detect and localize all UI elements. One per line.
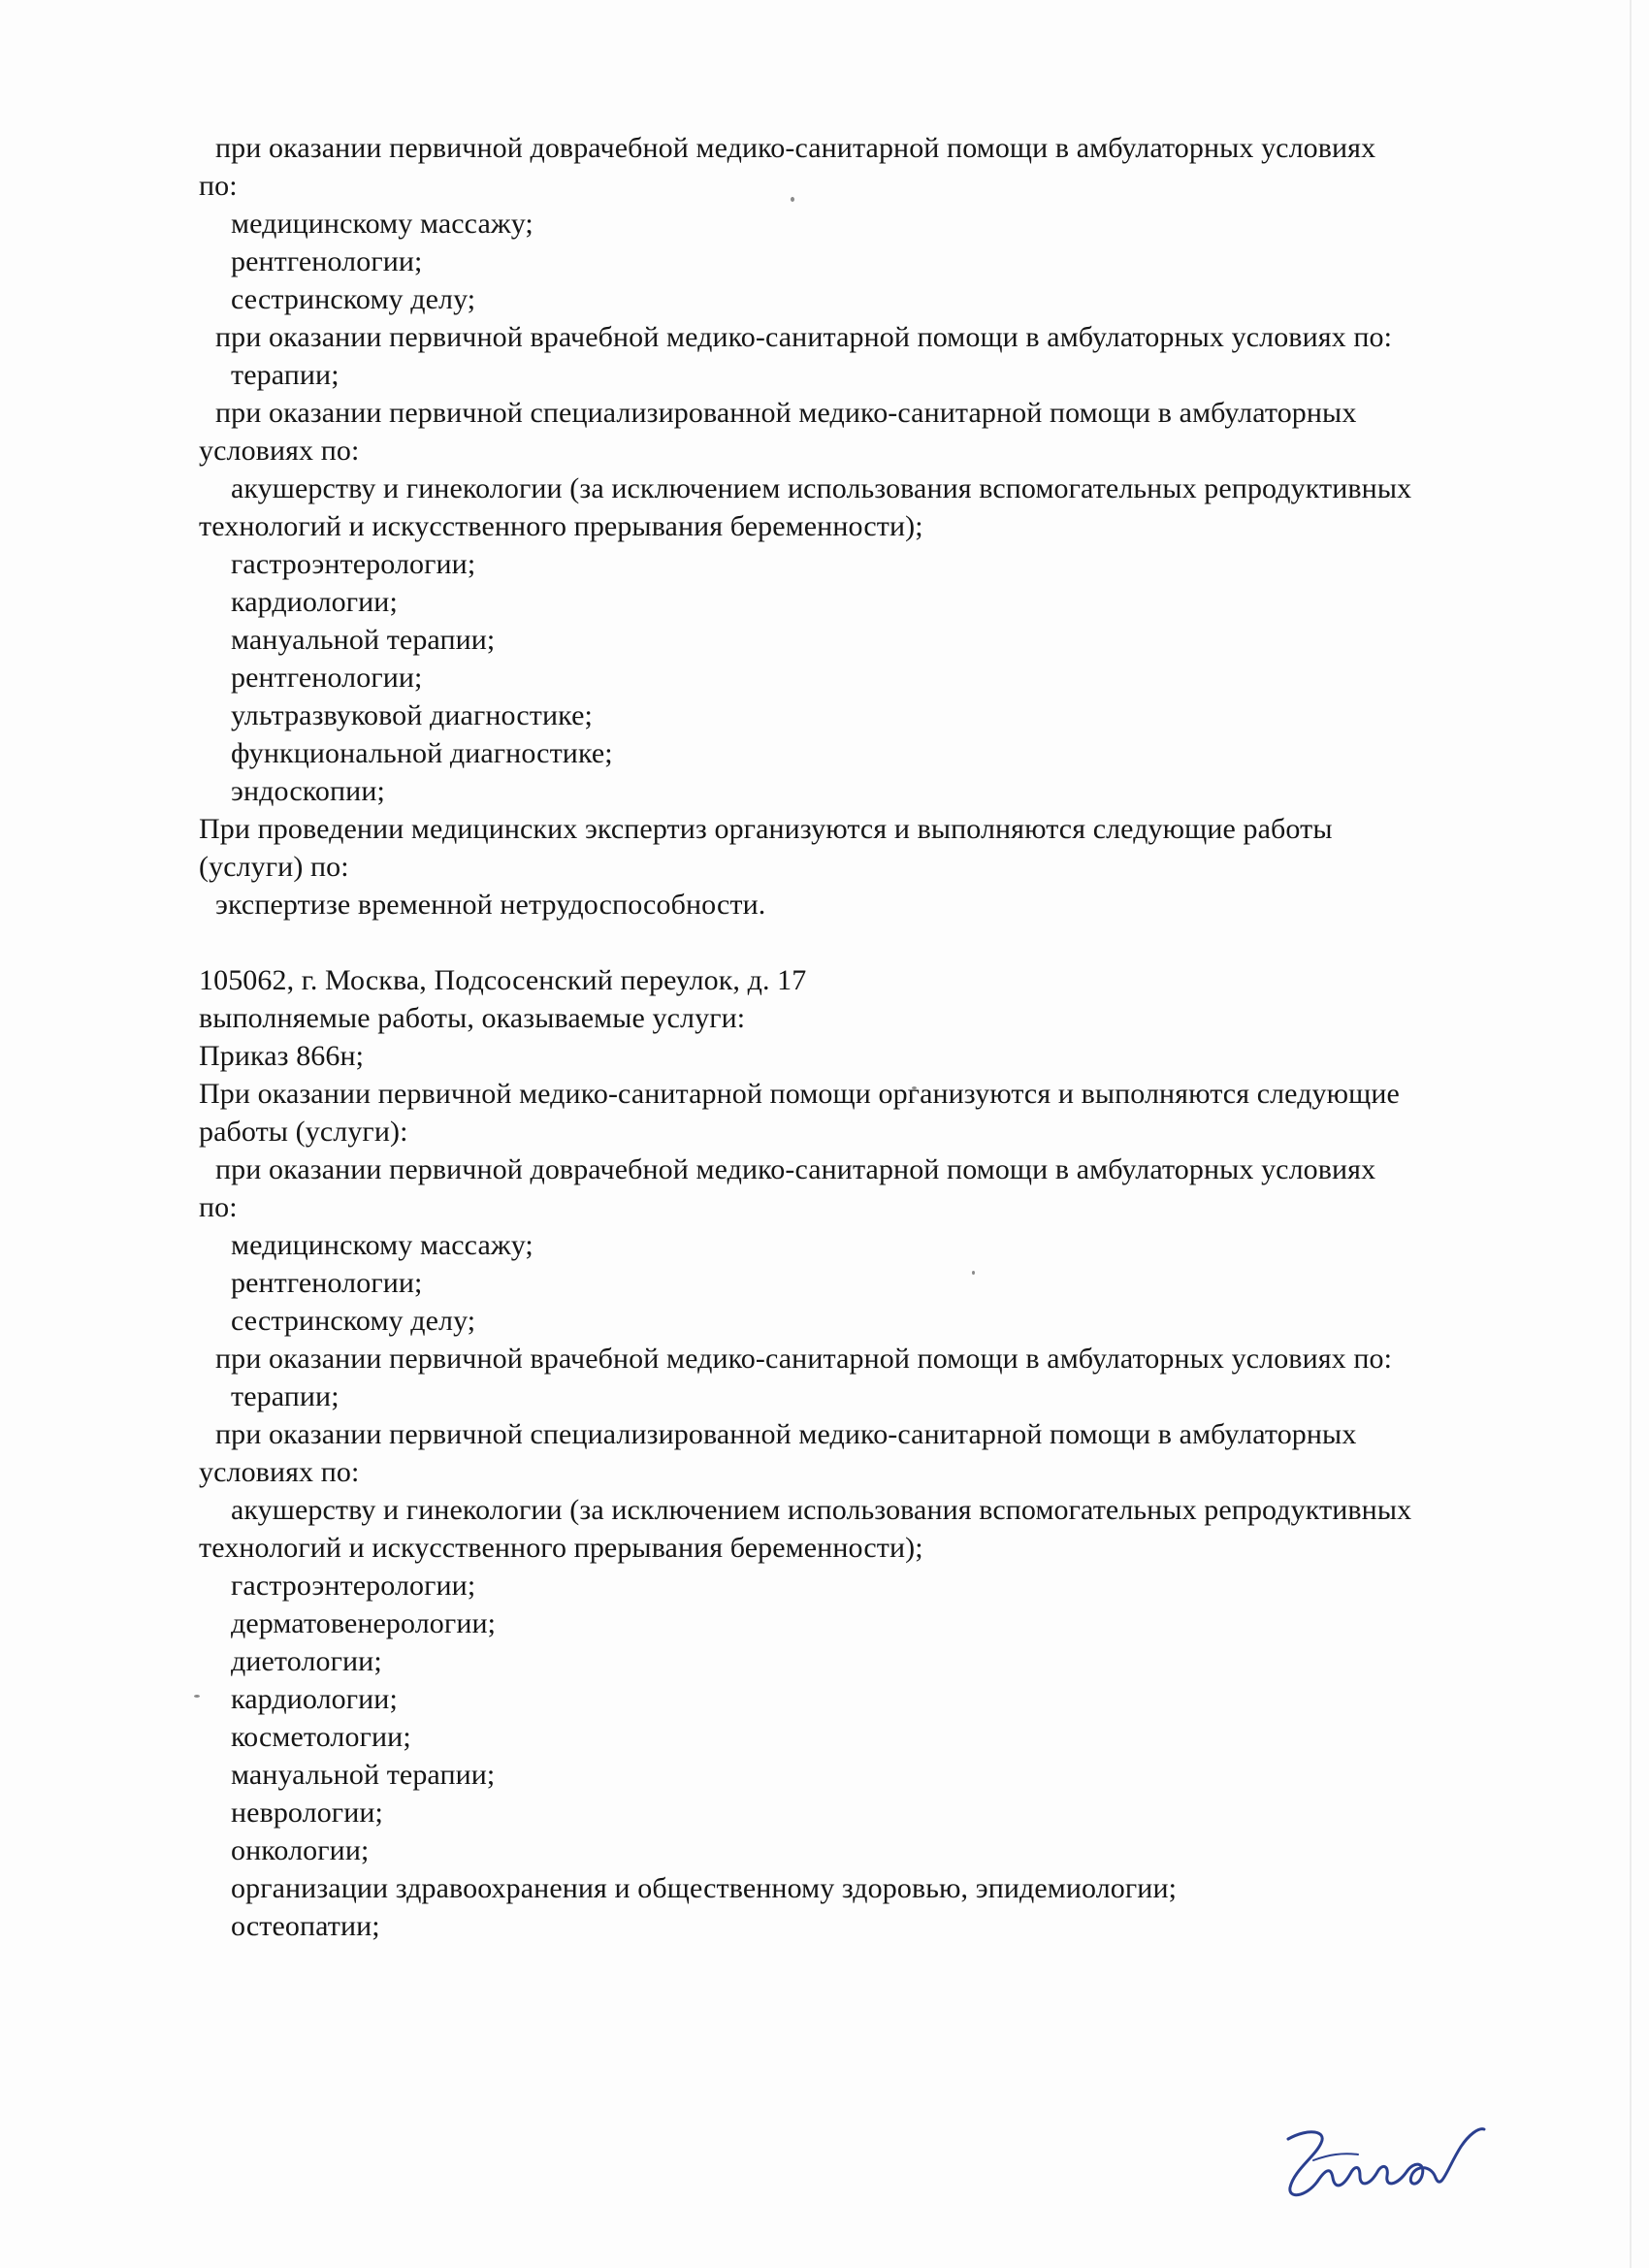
text-line: эндоскопии;: [231, 775, 385, 807]
text-line: акушерству и гинекологии (за исключением использования вспомогательных репродуктивных: [231, 1494, 1412, 1526]
text-line: рентгенологии;: [231, 662, 423, 694]
section-gap: [0, 923, 1649, 961]
text-line: медицинскому массажу;: [231, 208, 534, 240]
text-line: медицинскому массажу;: [231, 1229, 534, 1261]
text-line: сестринскому делу;: [231, 283, 476, 315]
text-line: кардиологии;: [231, 1683, 398, 1715]
text-line: при оказании первичной доврачебной медико-санитарной помощи в амбулаторных условиях: [215, 132, 1376, 164]
text-line: рентгенологии;: [231, 1267, 423, 1299]
text-line: 105062, г. Москва, Подсосенский переулок, д. 17: [199, 964, 807, 996]
text-line: онкологии;: [231, 1834, 370, 1866]
text-line: при оказании первичной специализированной медико-санитарной помощи в амбулаторных: [215, 397, 1357, 429]
text-line: (услуги) по:: [199, 851, 349, 883]
text-line: по:: [199, 1191, 238, 1223]
text-line: при оказании первичной доврачебной медико-санитарной помощи в амбулаторных условиях: [215, 1153, 1376, 1185]
text-line: при оказании первичной врачебной медико-санитарной помощи в амбулаторных условиях по:: [215, 321, 1393, 353]
text-line: остеопатии;: [231, 1910, 380, 1942]
text-line: терапии;: [231, 1380, 340, 1412]
text-line: кардиологии;: [231, 586, 398, 618]
text-line: ультразвуковой диагностике;: [231, 699, 593, 731]
text-line: условиях по:: [199, 435, 360, 467]
text-line: организации здравоохранения и общественному здоровью, эпидемиологии;: [231, 1872, 1178, 1904]
text-line: выполняемые работы, оказываемые услуги:: [199, 1002, 746, 1034]
document-body: [0, 129, 1649, 1945]
text-line: мануальной терапии;: [231, 624, 496, 656]
text-line: Приказ 866н;: [199, 1040, 365, 1072]
text-line: при оказании первичной специализированной медико-санитарной помощи в амбулаторных: [215, 1418, 1357, 1450]
text-line: акушерству и гинекологии (за исключением использования вспомогательных репродуктивных: [231, 472, 1412, 504]
handwritten-signature-icon: [1271, 2110, 1504, 2207]
text-line: условиях по:: [199, 1456, 360, 1488]
text-line: мануальной терапии;: [231, 1759, 496, 1791]
text-line: функциональной диагностике;: [231, 737, 613, 769]
text-line: рентгенологии;: [231, 245, 423, 277]
text-line: технологий и искусственного прерывания беременности);: [199, 1532, 923, 1564]
text-line: косметологии;: [231, 1721, 411, 1753]
text-line: технологий и искусственного прерывания беременности);: [199, 510, 923, 542]
text-line: При проведении медицинских экспертиз организуются и выполняются следующие работы: [199, 813, 1333, 845]
text-line: дерматовенерологии;: [231, 1607, 497, 1639]
text-line: сестринскому делу;: [231, 1305, 476, 1337]
text-line: терапии;: [231, 359, 340, 391]
text-line: экспертизе временной нетрудоспособности.: [215, 889, 766, 921]
text-line: работы (услуги):: [199, 1116, 408, 1148]
text-line: при оказании первичной врачебной медико-санитарной помощи в амбулаторных условиях по:: [215, 1343, 1393, 1375]
text-line: по:: [199, 170, 238, 202]
text-line: гастроэнтерологии;: [231, 548, 476, 580]
text-line: При оказании первичной медико-санитарной помощи организуются и выполняются следующие: [199, 1078, 1400, 1110]
text-line: неврологии;: [231, 1797, 383, 1829]
text-line: диетологии;: [231, 1645, 382, 1677]
text-line: гастроэнтерологии;: [231, 1570, 476, 1602]
